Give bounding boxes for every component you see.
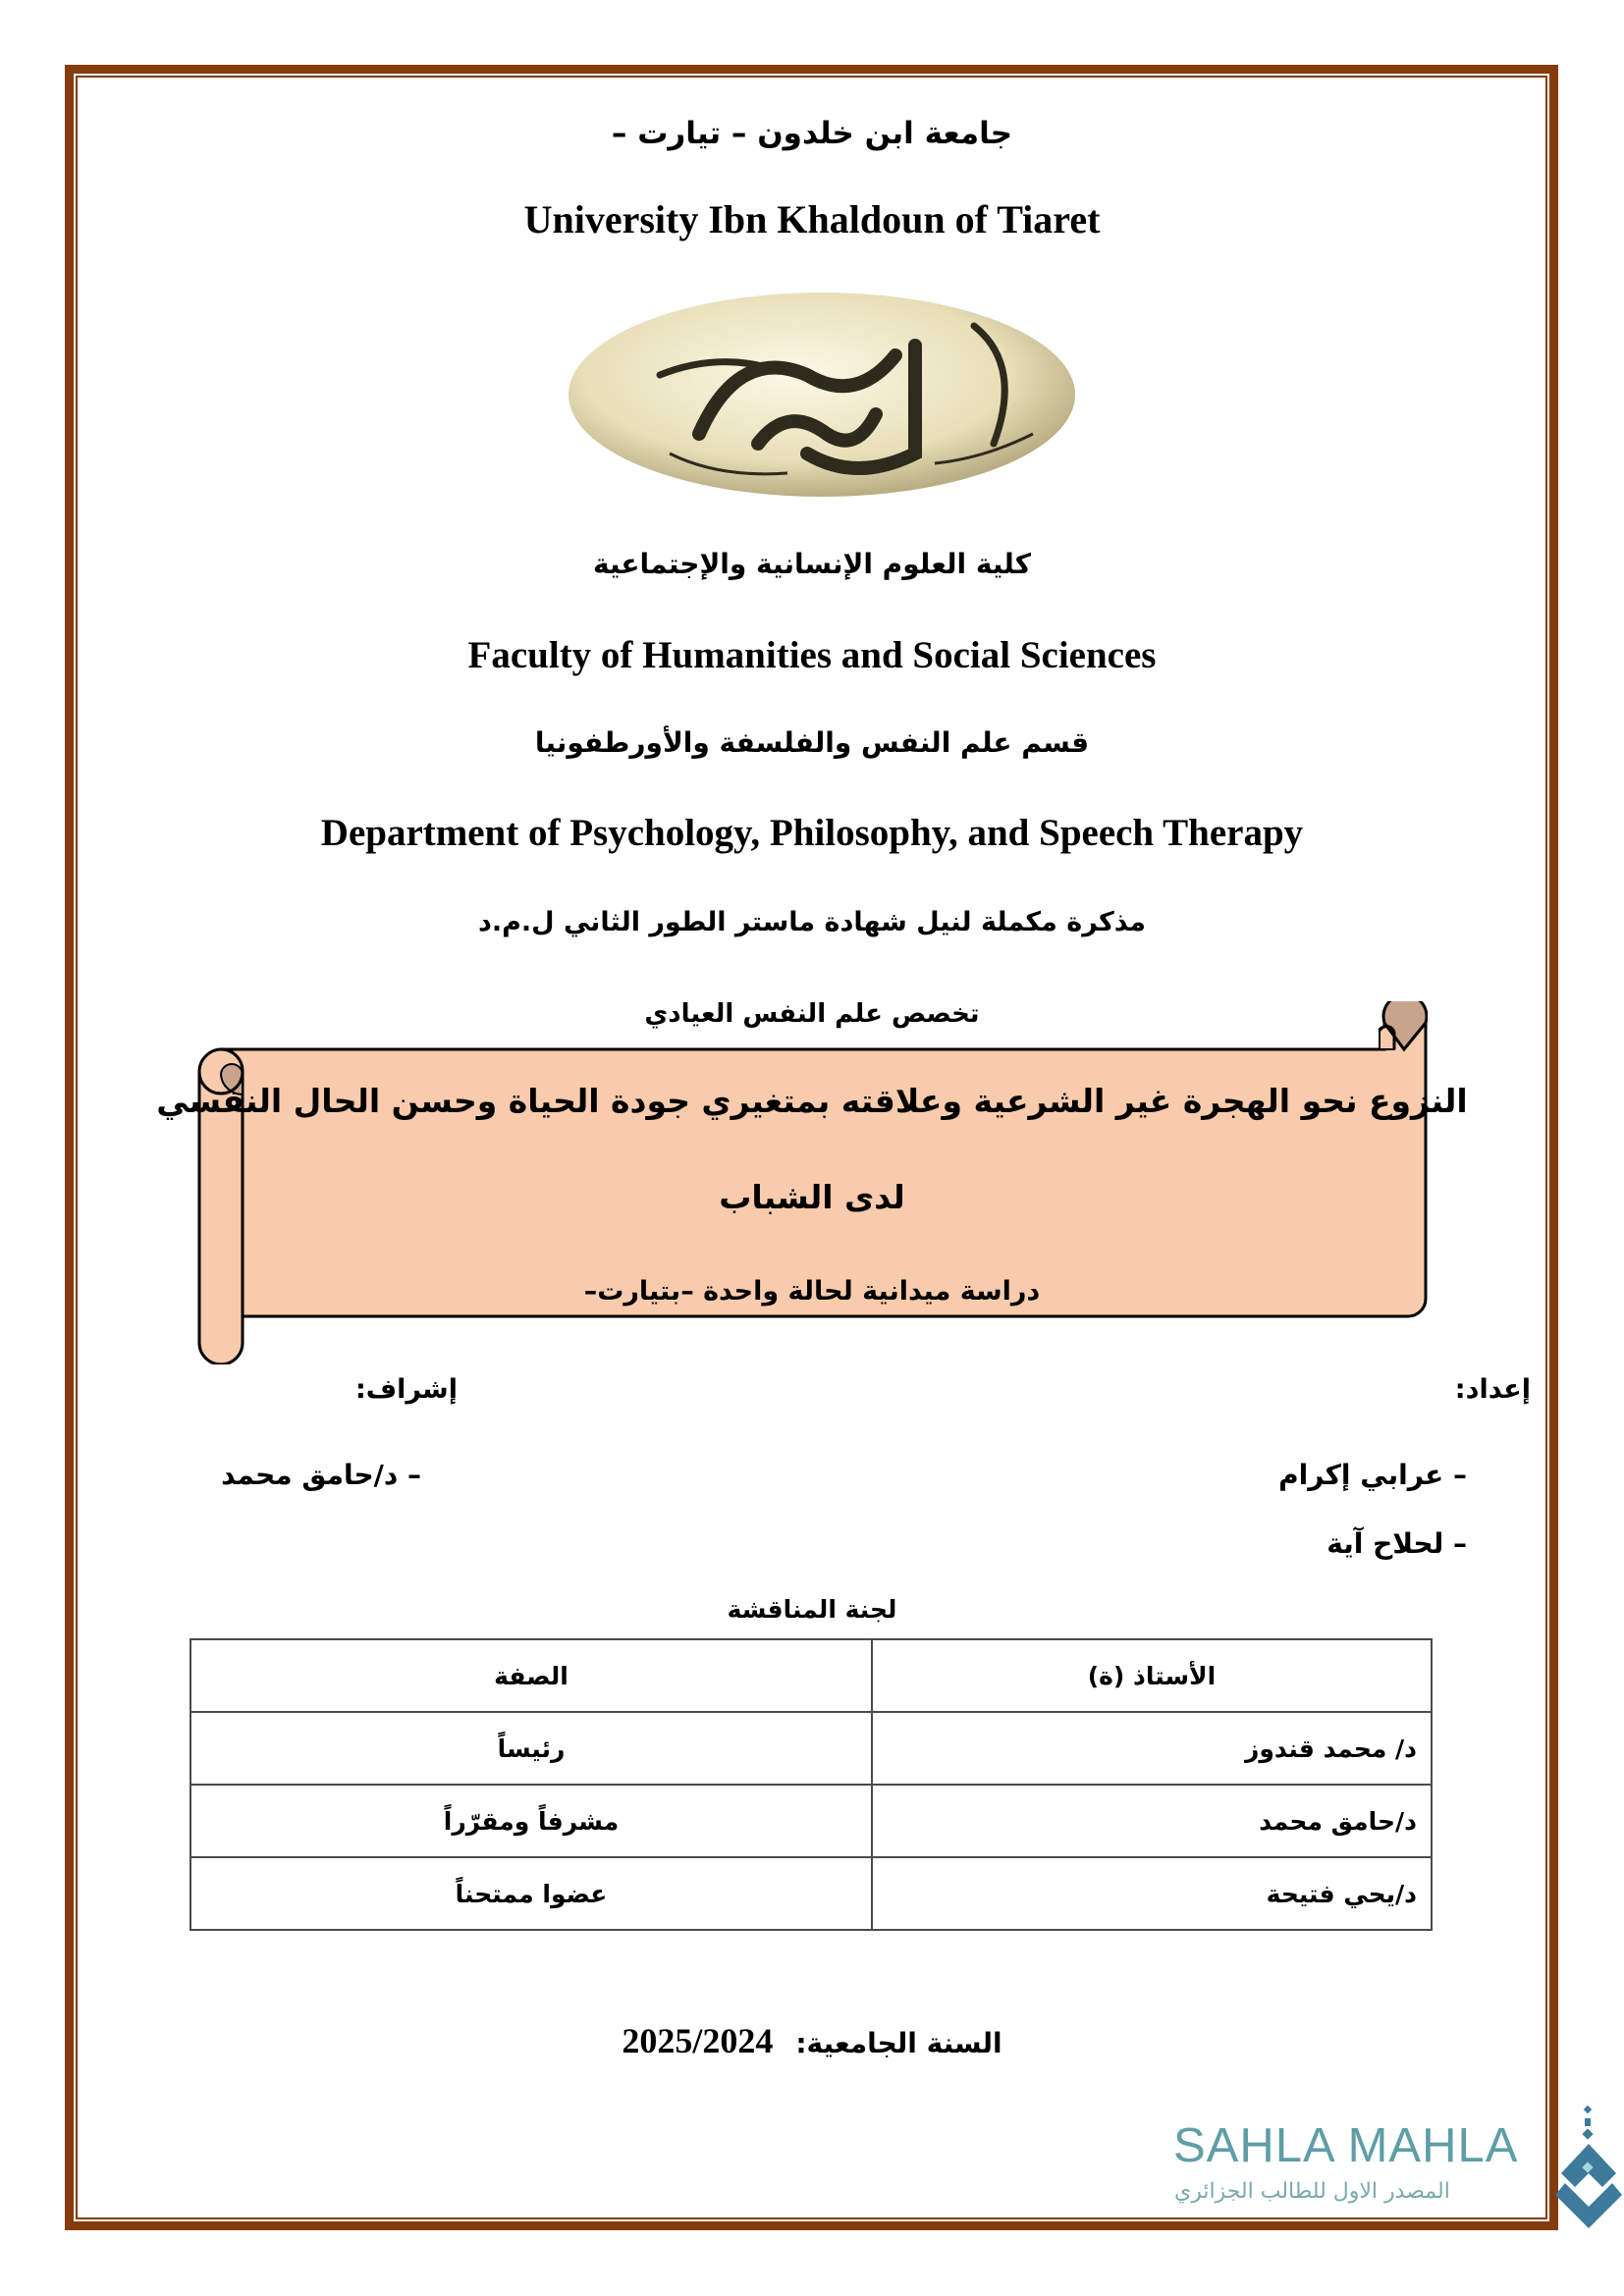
member-name: د/حامق محمد [872,1785,1432,1857]
supervisor-name: – د/حامق محمد [221,1459,421,1491]
member-role: رئيساً [190,1712,872,1785]
table-header-row [190,1639,1432,1712]
thesis-title-line1: النزوع نحو الهجرة غير الشرعية وعلاقته بمتغيري جودة الحياة وحسن الحال النفسي [156,1082,1468,1120]
table-row [190,1712,1432,1785]
faculty-name-ar: كلية العلوم الإنسانية والإجتماعية [593,548,1031,580]
thesis-subtitle: دراسة ميدانية لحالة واحدة –بتيارت– [583,1276,1041,1307]
committee-title: لجنة المناقشة [727,1595,897,1624]
department-name-en: Department of Psychology, Philosophy, and Speech Therapy [320,812,1304,854]
committee-table [189,1638,1433,1931]
member-name: د/ محمد قندوز [872,1712,1432,1785]
academic-year-value: 2025/2024 [622,2021,774,2060]
academic-year-label: السنة الجامعية: [795,2027,1002,2059]
header-professor: الأستاذ (ة) [872,1639,1432,1712]
university-name-en: University Ibn Khaldoun of Tiaret [523,197,1101,241]
watermark-brand: SAHLA MAHLA [1173,2119,1519,2172]
student-name-1: – عرابي إكرام [1278,1459,1467,1491]
department-name-ar: قسم علم النفس والفلسفة والأورطفونيا [534,726,1090,759]
header-role: الصفة [190,1639,872,1712]
student-name-2: – لحلاح آية [1326,1527,1467,1560]
prepared-by-label: إعداد: [1454,1374,1531,1405]
university-name-ar: جامعة ابن خلدون – تيارت – [611,116,1013,151]
member-name: د/يحي فتيحة [872,1857,1432,1930]
member-role: عضوا ممتحناً [190,1857,872,1930]
sahla-mahla-logo-icon [1553,2105,1624,2232]
supervision-label: إشراف: [354,1374,458,1405]
watermark-tagline: المصدر الاول للطالب الجزائري [1174,2179,1450,2204]
academic-year [0,2020,1624,2061]
degree-note: مذكرة مكملة لنيل شهادة ماستر الطور الثاني ل.م.د [477,907,1147,937]
university-logo-icon [562,287,1082,503]
member-role: مشرفاً ومقرّراً [190,1785,872,1857]
specialty: تخصص علم النفس العيادي [644,999,980,1029]
faculty-name-en: Faculty of Humanities and Social Sciences [467,634,1157,676]
table-row [190,1857,1432,1930]
table-row [190,1785,1432,1857]
thesis-title-line2: لدى الشباب [719,1178,905,1216]
